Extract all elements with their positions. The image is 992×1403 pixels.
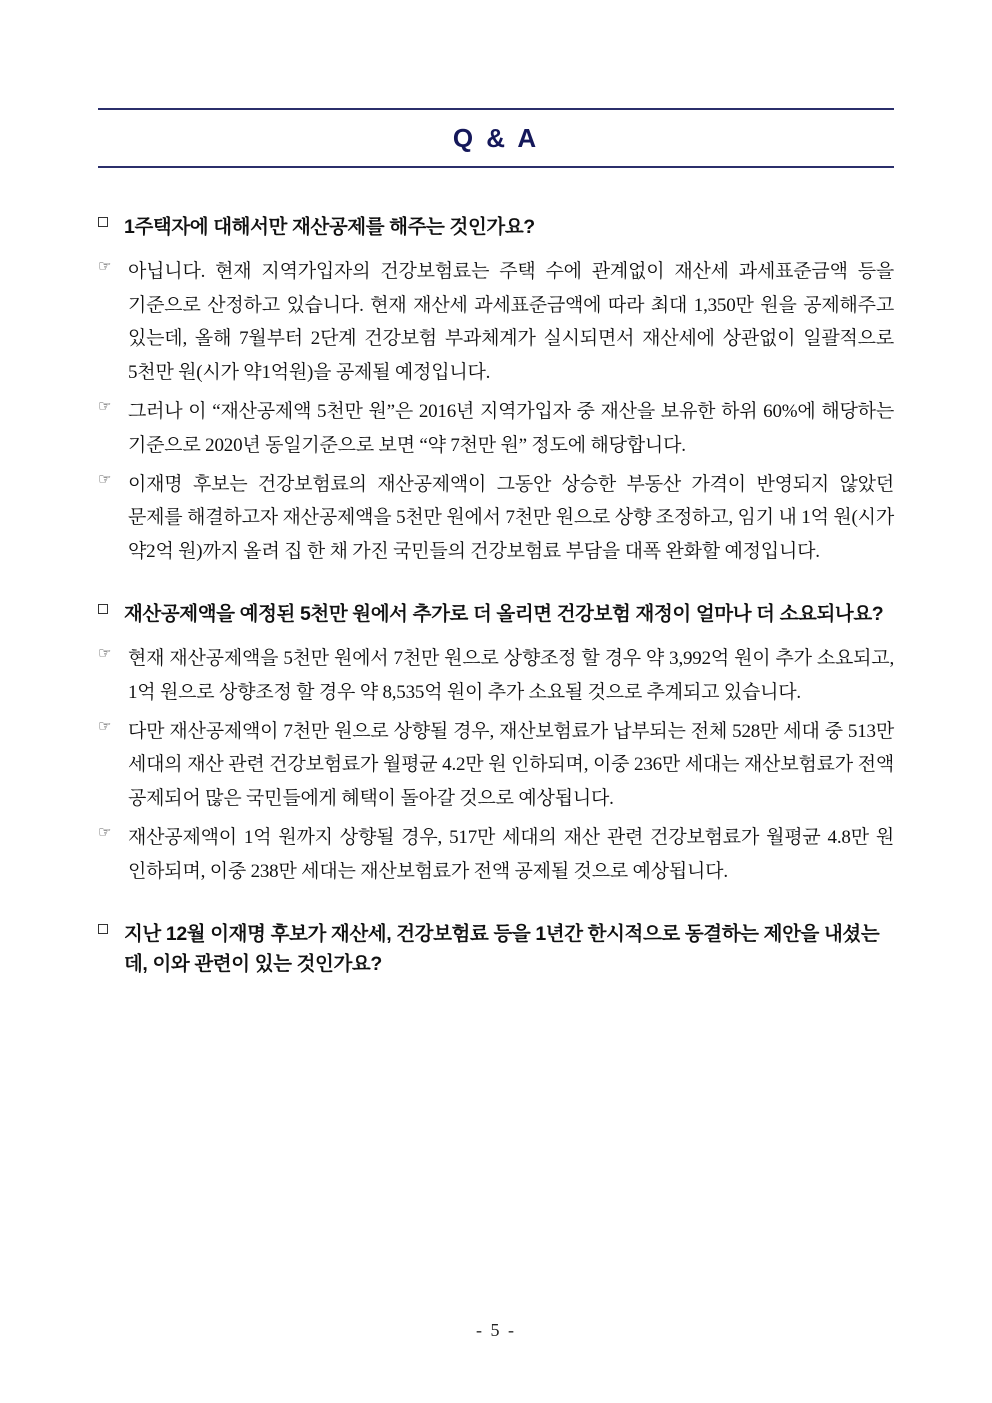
answer-text: 다만 재산공제액이 7천만 원으로 상향될 경우, 재산보험료가 납부되는 전체 528만 세대 중 513만 세대의 재산 관련 건강보험료가 월평균 4.2만 원 인하되며, 이중 236만 세대는 재산보험료가 전액 공제되어 많은 국민들에게 혜택이 돌아갈 것으로 예상됩니다. [128, 720, 894, 810]
answer-row [98, 821, 894, 889]
answer-text: 현재 재산공제액을 5천만 원에서 7천만 원으로 상향조정 할 경우 약 3,992억 원이 추가 소요되고, 1억 원으로 상향조정 할 경우 약 8,535억 원이 추가 소요될 것으로 추계되고 있습니다. [128, 647, 894, 703]
title-bottom-rule [98, 166, 894, 168]
answer-row [98, 642, 894, 710]
answer-row [98, 395, 894, 463]
question-bullet-icon [98, 599, 124, 618]
answer-text: 아닙니다. 현재 지역가입자의 건강보험료는 주택 수에 관계없이 재산세 과세표준금액 등을 기준으로 산정하고 있습니다. 현재 재산세 과세표준금액에 따라 최대 1,350만 원을 공제해주고 있는데, 올해 7월부터 2단계 건강보험 부과체계가 실시되면서 재산세에 상관없이 일괄적으로 5천만 원(시가 약1억원)을 공제될 예정입니다. [128, 260, 894, 384]
question-text: 1주택자에 대해서만 재산공제를 해주는 것인가요? [124, 216, 535, 238]
pointing-hand-icon: ☞ [98, 645, 112, 662]
qa-group-2 [98, 599, 894, 888]
question-row [98, 212, 894, 243]
answer-text: 이재명 후보는 건강보험료의 재산공제액이 그동안 상승한 부동산 가격이 반영되지 않았던 문제를 해결하고자 재산공제액을 5천만 원에서 7천만 원으로 상향 조정하고, 임기 내 1억 원(시가 약2억 원)까지 올려 집 한 채 가진 국민들의 건강보험료 부담을 대폭 완화할 예정입니다. [128, 473, 894, 563]
question-text: 지난 12월 이재명 후보가 재산세, 건강보험료 등을 1년간 한시적으로 동결하는 제안을 내셨는데, 이와 관련이 있는 것인가요? [124, 922, 880, 976]
question-bullet-icon [98, 212, 124, 231]
answer-row [98, 715, 894, 816]
question-row [98, 599, 894, 630]
pointing-hand-icon: ☞ [98, 471, 112, 488]
question-text: 재산공제액을 예정된 5천만 원에서 추가로 더 올리면 건강보험 재정이 얼마나 더 소요되나요? [124, 603, 884, 626]
pointing-hand-icon: ☞ [98, 258, 112, 275]
question-row [98, 919, 894, 981]
document-title-block [98, 108, 894, 168]
qa-group-3 [98, 919, 894, 981]
qa-group-1 [98, 212, 894, 569]
answer-text: 재산공제액이 1억 원까지 상향될 경우, 517만 세대의 재산 관련 건강보험료가 월평균 4.8만 원 인하되며, 이중 238만 세대는 재산보험료가 전액 공제될 것으로 예상됩니다. [128, 826, 894, 882]
answer-row [98, 255, 894, 390]
pointing-hand-icon: ☞ [98, 718, 112, 735]
pointing-hand-icon: ☞ [98, 824, 112, 841]
pointing-hand-icon: ☞ [98, 399, 112, 416]
question-bullet-icon [98, 919, 124, 938]
page-title: Q & A [452, 123, 540, 153]
page-number: - 5 - [476, 1320, 516, 1340]
answer-text: 그러나 이 “재산공제액 5천만 원”은 2016년 지역가입자 중 재산을 보유한 하위 60%에 해당하는 기준으로 2020년 동일기준으로 보면 “약 7천만 원” 정도에 해당합니다. [128, 401, 894, 456]
answer-row [98, 468, 894, 569]
